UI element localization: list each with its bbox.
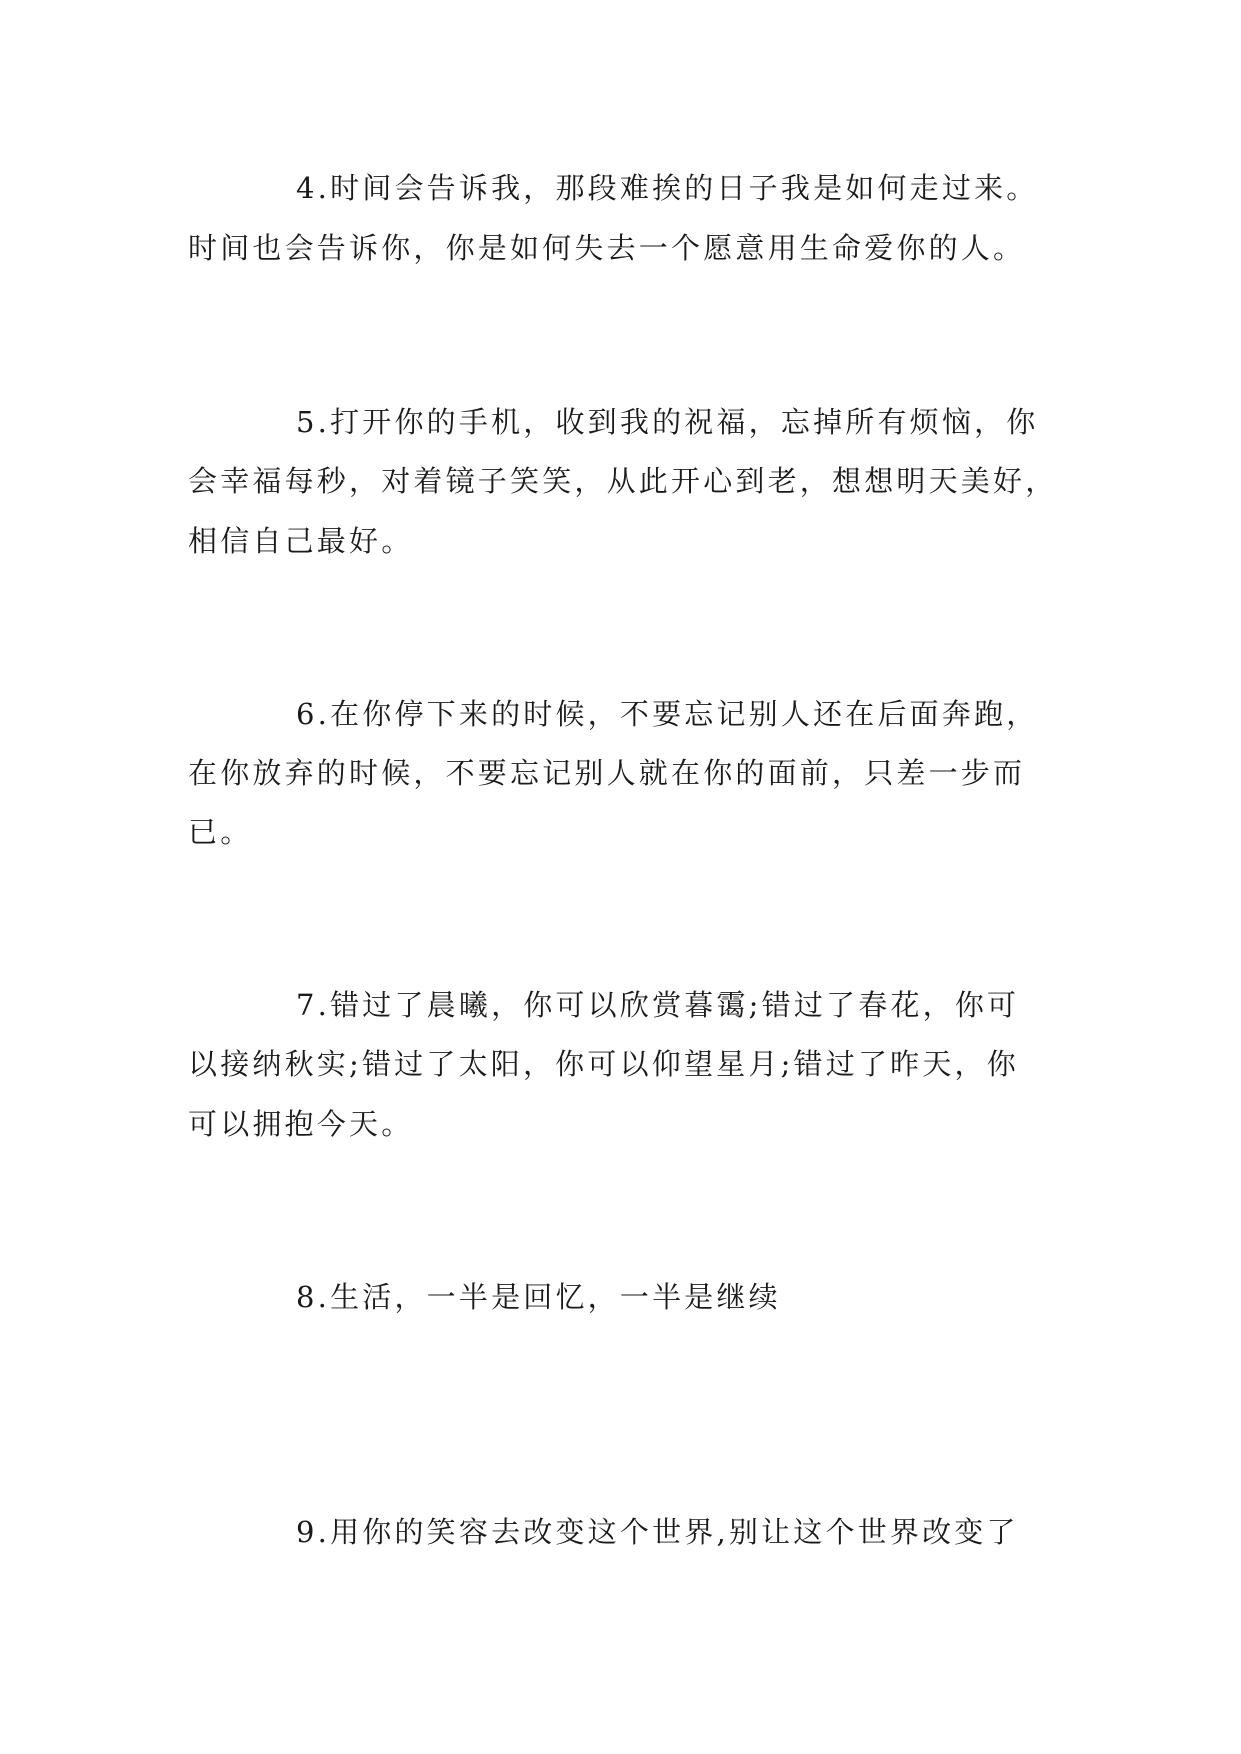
paragraph-5-line-1: 5.打开你的手机，收到我的祝福，忘掉所有烦恼，你 bbox=[296, 405, 1039, 439]
paragraph-7-line-2: 以接纳秋实;错过了太阳，你可以仰望星月;错过了昨天，你 bbox=[188, 1047, 1019, 1081]
paragraph-5-line-3: 相信自己最好。 bbox=[188, 524, 414, 558]
paragraph-6-line-3: 已。 bbox=[188, 815, 253, 849]
paragraph-9-line-1: 9.用你的笑容去改变这个世界,别让这个世界改变了 bbox=[296, 1515, 1019, 1549]
paragraph-6-line-1: 6.在你停下来的时候，不要忘记别人还在后面奔跑， bbox=[296, 697, 1039, 731]
paragraph-7-line-3: 可以拥抱今天。 bbox=[188, 1107, 414, 1141]
paragraph-6-line-2: 在你放弃的时候，不要忘记别人就在你的面前，只差一步而 bbox=[188, 756, 1026, 790]
paragraph-4-line-1: 4.时间会告诉我，那段难挨的日子我是如何走过来。 bbox=[296, 171, 1039, 205]
paragraph-7-line-1: 7.错过了晨曦，你可以欣赏暮霭;错过了春花，你可 bbox=[296, 988, 1020, 1022]
paragraph-8-line-1: 8.生活，一半是回忆，一半是继续 bbox=[296, 1280, 781, 1314]
paragraph-4-line-2: 时间也会告诉你，你是如何失去一个愿意用生命爱你的人。 bbox=[188, 231, 1026, 265]
paragraph-5-line-2: 会幸福每秒，对着镜子笑笑，从此开心到老，想想明天美好， bbox=[188, 464, 1058, 498]
